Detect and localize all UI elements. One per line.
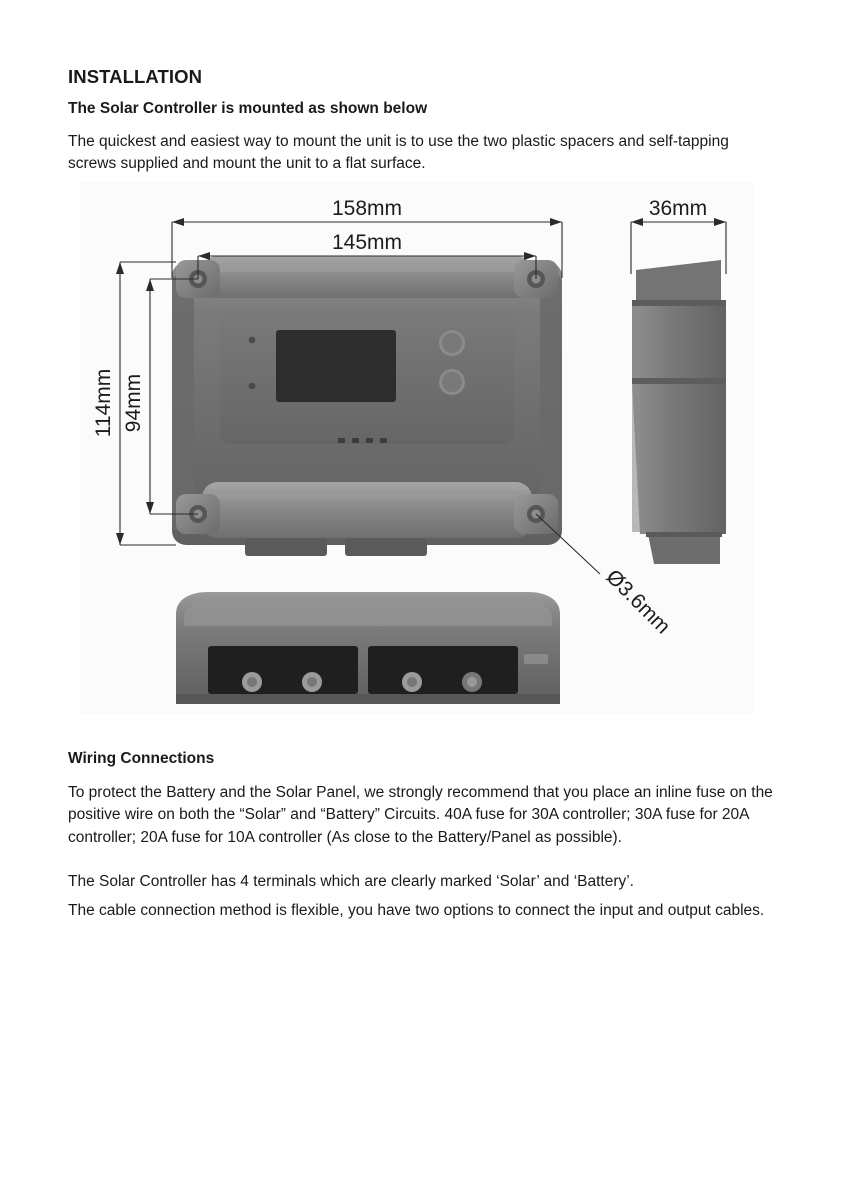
mounting-diagram-svg — [80, 182, 754, 714]
dimension-width-inner: 145mm — [331, 230, 403, 254]
wiring-paragraph-2: The Solar Controller has 4 terminals which are clearly marked ‘Solar’ and ‘Battery’. — [68, 873, 634, 891]
wiring-paragraph-3: The cable connection method is flexible, you have two options to connect the input and output cables. — [68, 901, 765, 919]
dimension-hole-diameter: Ø3.6mm — [601, 565, 675, 639]
terminal-block-solar — [208, 646, 358, 694]
wiring-paragraph-1: To protect the Battery and the Solar Panel, we strongly recommend that you place an inline fuse on the positive wire on both the “Solar” and “Battery” Circuits. 40A fuse for 30A controller; 30A fuse for 20A controller; 20A fuse for 10A controller (As close to the Battery/Panel as possible). — [68, 783, 773, 846]
mounting-diagram-figure — [80, 182, 754, 714]
lcd-display — [276, 330, 396, 402]
bottom-view-group — [176, 592, 560, 704]
front-view-group — [172, 256, 562, 556]
intro-paragraph: The quickest and easiest way to mount the unit is to use the two plastic spacers and self-tapping screws supplied and mount the unit to a flat surface. — [68, 133, 729, 173]
terminal-block-battery — [368, 646, 518, 694]
wiring-connections-block — [68, 750, 773, 922]
dimension-depth: 36mm — [648, 196, 708, 220]
dimension-height-inner: 94mm — [122, 373, 145, 433]
wiring-heading: Wiring Connections — [68, 749, 215, 767]
dimension-height-outer: 114mm — [92, 368, 115, 438]
dimension-width-outer: 158mm — [331, 196, 403, 220]
paragraph-spacer — [68, 855, 773, 871]
mounting-subtitle: The Solar Controller is mounted as shown below — [68, 100, 428, 117]
page-title: INSTALLATION — [68, 66, 203, 87]
